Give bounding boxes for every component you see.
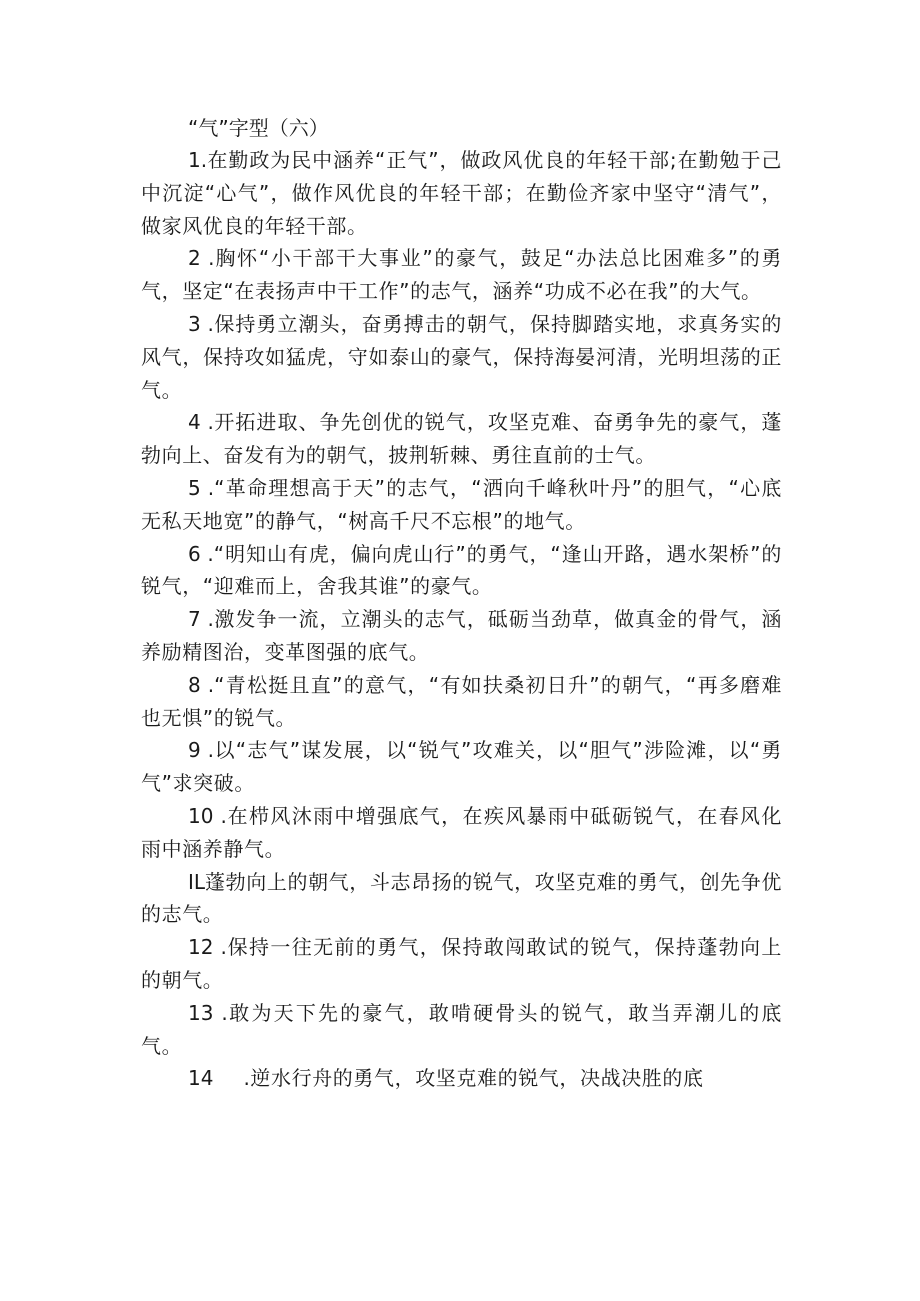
list-item bbox=[141, 308, 782, 406]
item-number: 5 . bbox=[188, 475, 215, 500]
item-number: 8 . bbox=[188, 672, 215, 697]
item-number: 6 . bbox=[188, 541, 214, 566]
list-item bbox=[141, 669, 782, 735]
item-text: 保持勇立潮头，奋勇搏击的朝气，保持脚踏实地，求真务实的风气，保持攻如猛虎，守如泰山的豪气，保持海晏河清，光明坦荡的正气。 bbox=[141, 311, 782, 402]
item-number: 9 . bbox=[188, 738, 215, 763]
item-list bbox=[141, 144, 782, 1095]
document-title: “气”字型（六） bbox=[188, 116, 329, 140]
item-text: 敢为天下先的豪气，敢啃硬骨头的锐气，敢当弄潮儿的底气。 bbox=[141, 1000, 782, 1058]
list-item bbox=[141, 406, 782, 472]
list-item bbox=[141, 734, 782, 800]
list-item bbox=[141, 931, 782, 997]
item-text: 胸怀“小干部干大事业”的豪气，鼓足“办法总比困难多”的勇气，坚定“在表扬声中干工作”的志气，涵养“功成不必在我”的大气。 bbox=[141, 246, 782, 304]
item-text: .逆水行舟的勇气，攻坚克难的锐气，决战决胜的底 bbox=[243, 1066, 704, 1091]
item-number: IL bbox=[188, 869, 206, 894]
list-item bbox=[141, 472, 782, 538]
list-item bbox=[141, 242, 782, 308]
item-text: 激发争一流，立潮头的志气，砥砺当劲草，做真金的骨气，涵养励精图治，变革图强的底气。 bbox=[141, 607, 782, 664]
item-text: 蓬勃向上的朝气，斗志昂扬的锐气，攻坚克难的勇气，创先争优的志气。 bbox=[141, 869, 782, 927]
item-number: 13 . bbox=[188, 1000, 228, 1025]
item-number: 1. bbox=[188, 148, 208, 172]
item-number: 7 . bbox=[188, 607, 214, 632]
list-item bbox=[141, 800, 782, 866]
item-text: “明知山有虎，偏向虎山行”的勇气，“逢山开路，遇水架桥”的锐气，“迎难而上，舍我其谁”的豪气。 bbox=[141, 541, 782, 599]
item-number: 10 . bbox=[188, 803, 227, 828]
list-item bbox=[141, 866, 782, 932]
item-text: “青松挺且直”的意气，“有如扶桑初日升”的朝气，“再多磨难也无惧”的锐气。 bbox=[141, 672, 782, 730]
item-text: 在栉风沐雨中增强底气，在疾风暴雨中砥砺锐气，在春风化雨中涵养静气。 bbox=[141, 803, 782, 861]
item-text: 开拓进取、争先创优的锐气，攻坚克难、奋勇争先的豪气，蓬勃向上、奋发有为的朝气，披荆斩棘、勇往直前的士气。 bbox=[141, 410, 782, 468]
item-number: 12 . bbox=[188, 935, 227, 960]
list-item bbox=[141, 603, 782, 669]
list-item bbox=[141, 997, 782, 1063]
list-item bbox=[141, 1062, 782, 1095]
list-item bbox=[141, 538, 782, 604]
item-number: 2 . bbox=[188, 246, 215, 271]
item-text: 以“志气”谋发展，以“锐气”攻难关，以“胆气”涉险滩，以“勇气”求突破。 bbox=[141, 738, 782, 796]
item-text: 保持一往无前的勇气，保持敢闯敢试的锐气，保持蓬勃向上的朝气。 bbox=[141, 935, 782, 992]
list-item bbox=[141, 144, 782, 242]
item-number: 14 bbox=[188, 1066, 214, 1091]
item-number: 3 . bbox=[188, 311, 214, 336]
item-text: “革命理想高于天”的志气，“洒向千峰秋叶丹”的胆气，“心底无私天地宽”的静气，“树高千尺不忘根”的地气。 bbox=[141, 475, 782, 533]
item-text: 在勤政为民中涵养“正气”，做政风优良的年轻干部;在勤勉于己中沉淀“心气”，做作风优良的年轻干部；在勤俭齐家中坚守“清气”，做家风优良的年轻干部。 bbox=[141, 148, 782, 238]
item-number: 4 . bbox=[188, 410, 214, 435]
